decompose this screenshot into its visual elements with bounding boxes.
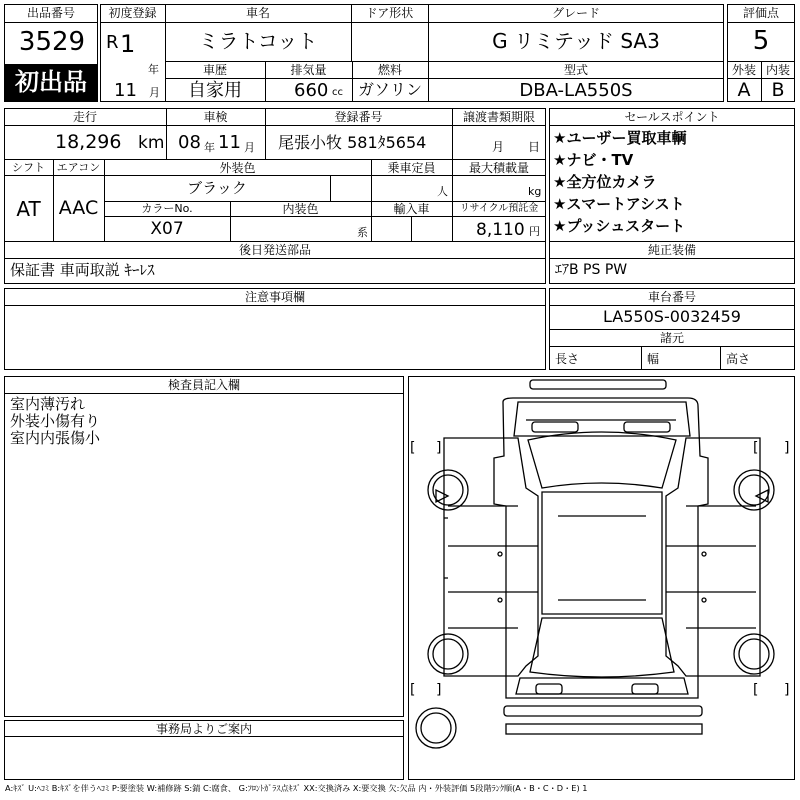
ext-grade: A <box>737 79 751 101</box>
bracket-tr: [ <box>753 440 759 456</box>
max-load-label: 最大積載量 <box>468 161 529 175</box>
sales-point-1: ★ユーザー買取車輌 <box>553 129 687 147</box>
first-reg-label: 初度登録 <box>108 6 157 20</box>
bracket-tl: [ <box>410 440 416 456</box>
width-label: 幅 <box>647 352 660 366</box>
recycle-label: リサイクル預託金 <box>459 203 539 214</box>
sales-point-3: ★全方位カメラ <box>553 173 657 191</box>
person-unit: 人 <box>437 185 448 198</box>
grade-label: グレード <box>551 6 600 20</box>
kg-unit: kg <box>528 185 542 198</box>
yen-unit: 円 <box>529 225 540 238</box>
color-no: X07 <box>150 219 184 239</box>
int-color-label: 内装色 <box>282 202 319 216</box>
insp-year-unit: 年 <box>204 141 215 154</box>
mileage-label: 走行 <box>72 110 97 124</box>
transfer-month: 月 <box>492 140 505 154</box>
inspector-note-3: 室内内張傷小 <box>10 429 101 447</box>
later-parts: 保証書 車両取説 ｷｰﾚｽ <box>10 261 155 279</box>
int-grade: B <box>771 79 785 101</box>
fuel: ガソリン <box>357 80 422 99</box>
genuine-label: 純正装備 <box>647 243 696 257</box>
insp-month: 11 <box>218 132 241 153</box>
car-name: ミラトコット <box>198 29 318 53</box>
notes-label: 注意事項欄 <box>244 290 305 304</box>
month-unit: 月 <box>149 86 160 99</box>
car-name-label: 車名 <box>245 6 270 20</box>
reg-no: 尾張小牧 581ﾀ5654 <box>278 133 427 152</box>
height-label: 高さ <box>726 352 751 366</box>
sales-point-4: ★スマートアシスト <box>553 195 685 213</box>
shift: AT <box>16 197 41 221</box>
inspector-note-2: 外装小傷有り <box>10 412 101 430</box>
cc-unit: cc <box>332 87 343 98</box>
fuel-label: 燃料 <box>377 63 402 77</box>
shift-label: シフト <box>12 161 45 174</box>
displacement-label: 排気量 <box>290 63 327 77</box>
office-label: 事務局よりご案内 <box>155 722 252 736</box>
later-parts-label: 後日発送部品 <box>238 243 311 257</box>
lot-no: 3529 <box>18 27 86 57</box>
first-listing-text: 初出品 <box>15 68 87 96</box>
mileage: 18,296 <box>55 131 122 153</box>
score-label: 評価点 <box>742 6 779 20</box>
score: 5 <box>752 26 770 56</box>
inspector-note-1: 室内薄汚れ <box>10 395 86 413</box>
legend: A:ｷｽﾞ U:ﾍｺﾐ B:ｷｽﾞを伴うﾍｺﾐ P:要塗装 W:補修跡 S:錆 C:腐食、 G:ﾌﾛﾝﾄｶﾞﾗｽ点ｷｽﾞ XX:交換済み X:要交換 欠:欠品 内・外装評価 5段階ﾗﾝｸ順(A・B・C・D・E) 1 <box>5 783 588 793</box>
transfer-day: 日 <box>528 140 541 154</box>
reg-month: 11 <box>114 80 137 101</box>
ext-label: 外装 <box>731 63 756 77</box>
sales-point-5: ★プッシュスタート <box>553 217 686 235</box>
car-damage-diagram <box>408 376 795 780</box>
transfer-label: 譲渡書類期限 <box>462 110 535 124</box>
series-unit: 系 <box>357 226 368 239</box>
history-label: 車歴 <box>202 63 227 77</box>
reg-year: 1 <box>120 30 136 58</box>
color-no-label: カラーNo. <box>141 202 193 215</box>
lot-no-label: 出品番号 <box>26 6 75 20</box>
inspection-label: 車検 <box>203 110 228 124</box>
bracket-tl2: ] <box>436 440 442 456</box>
bracket-br: [ <box>753 682 759 698</box>
import-label: 輸入車 <box>393 202 430 216</box>
displacement: 660 <box>294 80 329 101</box>
sales-points-label: セールスポイント <box>624 110 720 124</box>
insp-month-unit: 月 <box>244 141 255 154</box>
history: 自家用 <box>188 80 242 101</box>
model-label: 型式 <box>563 63 588 77</box>
era: R <box>106 32 119 53</box>
grade: G リミテッド SA3 <box>492 29 660 53</box>
chassis-label: 車台番号 <box>647 290 696 304</box>
bracket-tr2: ] <box>784 440 790 456</box>
inspector-label: 検査員記入欄 <box>167 378 240 392</box>
km-unit: km <box>138 133 165 153</box>
model: DBA-LA550S <box>519 80 633 101</box>
door-label: ドア形状 <box>365 6 414 20</box>
int-label: 内装 <box>765 63 790 77</box>
insp-year: 08 <box>178 132 201 153</box>
bracket-bl2: ] <box>436 682 442 698</box>
aircon-label: エアコン <box>56 161 101 174</box>
sales-point-2: ★ナビ・TV <box>553 151 634 169</box>
length-label: 長さ <box>555 352 580 366</box>
genuine: ｴｱB PS PW <box>555 262 628 278</box>
bracket-bl: [ <box>410 682 416 698</box>
ext-color-label: 外装色 <box>219 161 256 175</box>
recycle: 8,110 <box>476 220 525 240</box>
ext-color: ブラック <box>187 179 247 197</box>
chassis: LA550S-0032459 <box>603 307 741 326</box>
capacity-label: 乗車定員 <box>387 161 436 175</box>
aircon: AAC <box>58 197 99 219</box>
bracket-br2: ] <box>784 682 790 698</box>
year-unit: 年 <box>148 63 159 76</box>
dims-label: 諸元 <box>659 331 684 345</box>
reg-no-label: 登録番号 <box>334 110 383 124</box>
